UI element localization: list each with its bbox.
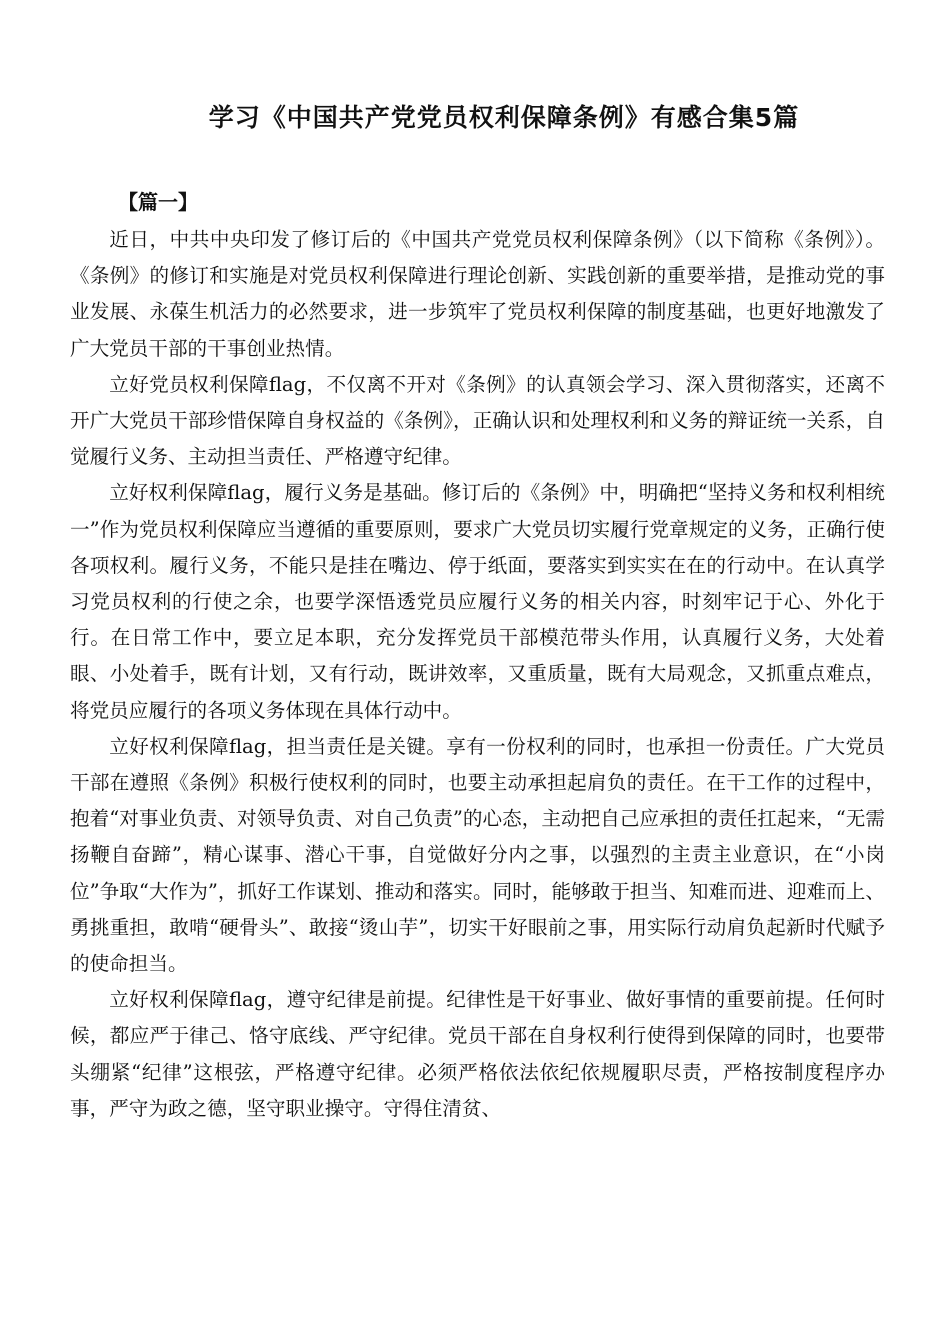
section-heading: 【篇一】 [118, 190, 198, 214]
paragraph: 立好党员权利保障flag，不仅离不开对《条例》的认真领会学习、深入贯彻落实，还离不开广大党员干部珍惜保障自身权益的《条例》，正确认识和处理权利和义务的辩证统一关系，自觉履行义务、主动担当责任、严格遵守纪律。 [70, 372, 885, 469]
paragraph: 立好权利保障flag，担当责任是关键。享有一份权利的同时，也承担一份责任。广大党员干部在遵照《条例》积极行使权利的同时，也要主动承担起肩负的责任。在干工作的过程中，抱着“对事业负责、对领导负责、对自己负责”的心态，主动把自己应承担的责任扛起来，“无需扬鞭自奋蹄”，精心谋事、潜心干事，自觉做好分内之事，以强烈的主责主业意识，在“小岗位”争取“大作为”，抓好工作谋划、推动和落实。同时，能够敢于担当、知难而进、迎难而上、勇挑重担，敢啃“硬骨头”、敢接“烫山芋”，切实干好眼前之事，用实际行动肩负起新时代赋予的使命担当。 [70, 734, 885, 976]
document-title: 学习《中国共产党党员权利保障条例》有感合集5篇 [208, 103, 800, 132]
paragraph: 立好权利保障flag，遵守纪律是前提。纪律性是干好事业、做好事情的重要前提。任何时候，都应严于律己、恪守底线、严守纪律。党员干部在自身权利行使得到保障的同时，也要带头绷紧“纪律”这根弦，严格遵守纪律。必须严格依法依纪依规履职尽责，严格按制度程序办事，严守为政之德，坚守职业操守。守得住清贫、 [70, 988, 885, 1120]
paragraph: 立好权利保障flag，履行义务是基础。修订后的《条例》中，明确把“坚持义务和权利相统一”作为党员权利保障应当遵循的重要原则，要求广大党员切实履行党章规定的义务，正确行使各项权利。履行义务，不能只是挂在嘴边、停于纸面，要落实到实实在在的行动中。在认真学习党员权利的行使之余，也要学深悟透党员应履行义务的相关内容，时刻牢记于心、外化于行。在日常工作中，要立足本职，充分发挥党员干部模范带头作用，认真履行义务，大处着眼、小处着手，既有计划，又有行动，既讲效率，又重质量，既有大局观念，又抓重点难点，将党员应履行的各项义务体现在具体行动中。 [70, 481, 885, 722]
document-body [70, 222, 885, 1127]
paragraph: 近日，中共中央印发了修订后的《中国共产党党员权利保障条例》（以下简称《条例》）。《条例》的修订和实施是对党员权利保障进行理论创新、实践创新的重要举措，是推动党的事业发展、永葆生机活力的必然要求，进一步筑牢了党员权利保障的制度基础，也更好地激发了广大党员干部的干事创业热情。 [70, 228, 885, 360]
